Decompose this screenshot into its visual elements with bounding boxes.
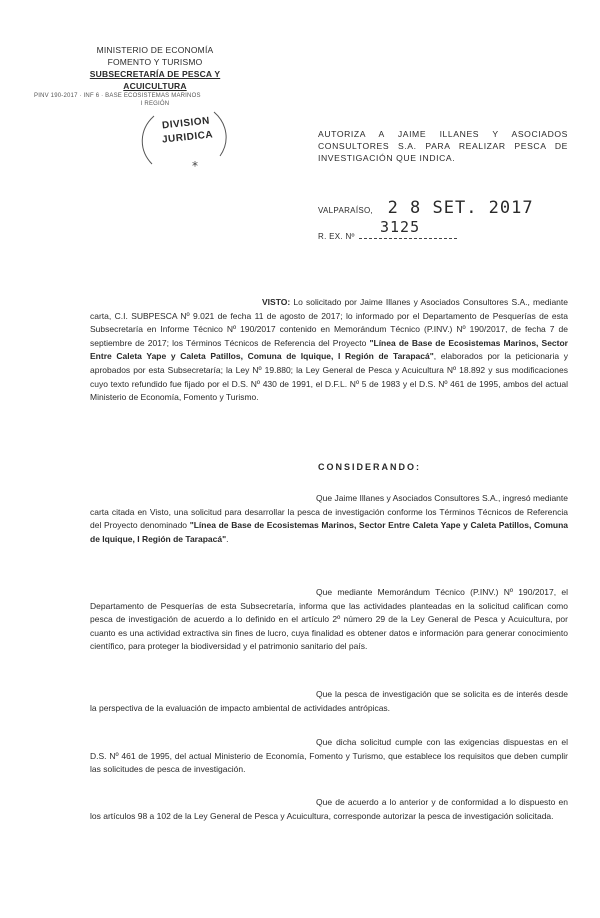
stamp-text-division: DIVISION — [161, 115, 211, 132]
date-line — [318, 198, 534, 218]
considerando-1-project-name: "Línea de Base de Ecosistemas Marinos, Sector Entre Caleta Yape y Caleta Patillos, Comuna de Iquique, I Región de Tarapacá" — [90, 520, 568, 544]
considerando-5: Que de acuerdo a lo anterior y de conformidad a lo dispuesto en los artículos 98 a 102 de la Ley General de Pesca y Acuicultura, corresponde autorizar la pesca de investigación solicitada. — [90, 797, 568, 821]
visto-project-name: "Línea de Base de Ecosistemas Marinos, Sector Entre Caleta Yape y Caleta Patillos, Comuna de Iquique, I Región de Tarapacá" — [90, 337, 568, 362]
considerando-4: Que dicha solicitud cumple con las exigencias dispuestas en el D.S. Nº 461 de 1995, del actual Ministerio de Economía, Fomento y Turismo, que establece los requisitos que deben cumplir las solicitudes de pesca de investigación. — [90, 737, 568, 775]
rex-number: 3125 — [380, 218, 421, 236]
region-code: I REGIÓN — [140, 101, 170, 107]
juridica-stamp — [140, 104, 230, 174]
subsecretaria-name: SUBSECRETARÍA DE PESCA Y ACUICULTURA — [89, 69, 221, 91]
considerando-2: Que mediante Memorándum Técnico (P.INV.) Nº 190/2017, el Departamento de Pesquerías de esta Subsecretaría, informa que las actividades planteadas en la solicitud califican como pesca de investigación de acuerdo a lo definido en el artículo 2º número 29 de la Ley General de Pesca y Acuicultura, por cuanto es una actividad extractiva sin fines de lucro, cuya finalidad es obtener datos e información para generar conocimiento científico, para proteger la biodiversidad y el patrimonio sanitario del país. — [90, 587, 568, 652]
ministry-subname: FOMENTO Y TURISMO — [107, 57, 203, 67]
svg-text:*: * — [192, 159, 198, 173]
rex-label: R. EX. Nº — [318, 232, 355, 241]
visto-paragraph — [90, 296, 568, 405]
visto-text-2: , elaborados por la peticionaria y aprobados por esta Subsecretaría; la Ley Nº 19.880; la Ley General de Pesca y Acuicultura Nº 18.892 y sus modificaciones cuyo texto refundido fue fijado por el D.S. Nº 430 de 1991, el D.F.L. Nº 5 de 1983 y el D.S. Nº 461 de 1995, ambos del actual Ministerio de Economía, Fomento y Turismo. — [90, 351, 568, 403]
visto-text-1: Lo solicitado por Jaime Illanes y Asociados Consultores S.A., mediante carta, C.I. SUBPESCA Nº 9.021 de fecha 11 de agosto de 2017; lo informado por el Departamento de Pesquerías de esta Subsecretaría en Informe Técnico Nº 190/2017 contenido en Memorándum Técnico (P.INV.) Nº 190/2017, de fecha 7 de septiembre de 2017; los Términos Técnicos de Referencia del Proyecto — [90, 297, 568, 348]
resolution-number-line — [318, 218, 457, 241]
considerando-1: Que Jaime Illanes y Asociados Consultores S.A., ingresó mediante carta citada en Visto, una solicitud para desarrollar la pesca de investigación conforme los Términos Técnicos de Referencia del Proyecto denominado "Línea de Base de Ecosistemas Marinos, Sector Entre Caleta Yape y Caleta Patillos, Comuna de Iquique, I Región de Tarapacá". — [90, 493, 568, 544]
considerando-heading: CONSIDERANDO: — [318, 462, 422, 472]
reference-code: PINV 190-2017 · INF 6 · BASE ECOSISTEMAS MARINOS — [34, 93, 201, 99]
handwritten-date: 2 8 SET. 2017 — [387, 198, 534, 218]
ministry-name: MINISTERIO DE ECONOMÍA — [96, 45, 214, 55]
resolution-title: AUTORIZA A JAIME ILLANES Y ASOCIADOS CONSULTORES S.A. PARA REALIZAR PESCA DE INVESTIGACIÓN QUE INDICA. — [318, 129, 568, 163]
rex-underline — [359, 238, 457, 239]
date-label: VALPARAÍSO, — [318, 206, 374, 215]
considerando-3: Que la pesca de investigación que se solicita es de interés desde la perspectiva de la evaluación de impacto ambiental de actividades antrópicas. — [90, 689, 568, 713]
letterhead — [34, 44, 250, 108]
visto-label: VISTO: — [262, 297, 291, 307]
stamp-text-juridica: JURIDICA — [161, 129, 214, 146]
